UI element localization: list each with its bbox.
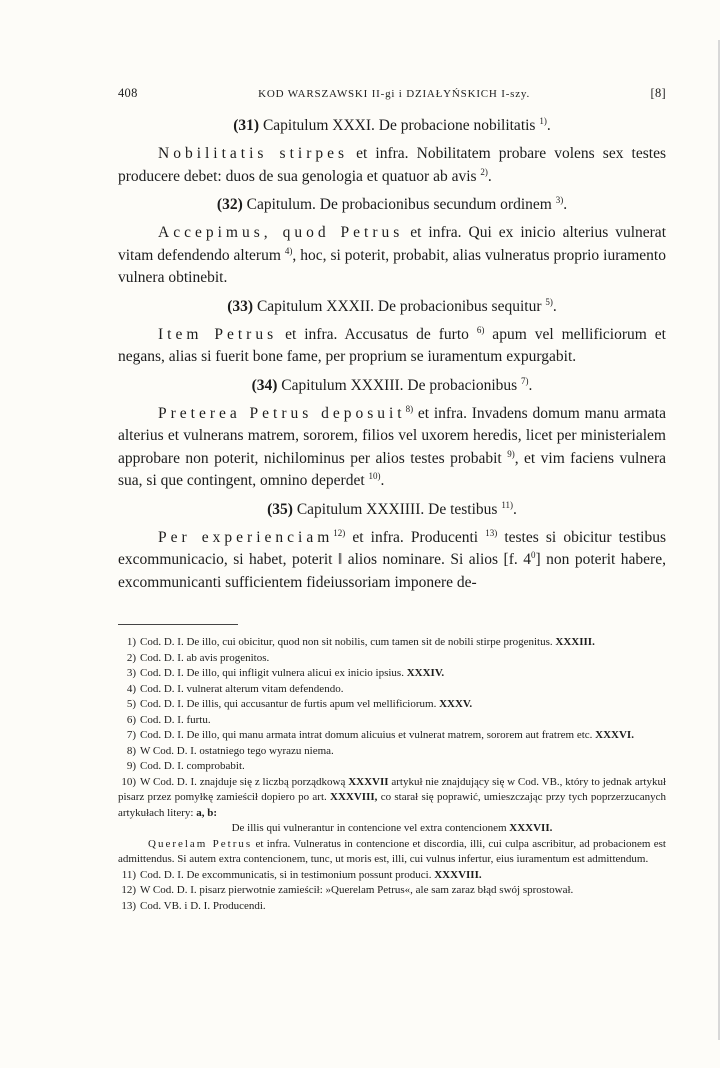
footnote: 12) W Cod. D. I. pisarz pierwotnie zamieścił: »Querelam Petrus«, ale sam zaraz błąd swój sprostował. — [121, 884, 574, 896]
footnote: 3) Cod. D. I. De illo, qui infligit vulnera alicui ex inicio ipsius. XXXIV. — [126, 667, 445, 679]
chapter-body-34: Preterea Petrus deposuit$^{8)}$ et infra. Invadens domum manu armata alterius et vulnerans matrem, sororem, filios vel uxorem heredis, licet per ministerialem approbare non poterit, nichilominus per alios testes probabit $^{9)}$, et vim faciens vulnera sua, si que contingent, omnino deperdet $^{10)}$. — [118, 403, 666, 489]
footnote-10: 10) W Cod. D. I. znajduje się z liczbą porządkową XXXVII artykuł nie znajdujący się w Cod. VB., który to jednak artykuł pisarz przez pomyłkę zamieścił dopiero po art. XXXVIII, co starał się poprawić, umieszczając przy tych poprzerzucanych artykułach litery: a, b: — [118, 775, 666, 819]
running-title: KOD WARSZAWSKI II-gi i DZIAŁYŃSKICH I-szy. — [258, 88, 531, 100]
document-page — [118, 86, 666, 914]
footnote: 5) Cod. D. I. De illis, qui accusantur de furtis apum vel mellificiorum. XXXV. — [126, 698, 473, 710]
chapter-body-31: Nobilitatis stirpes et infra. Nobilitatem probare volens sex testes producere debet: duos de sua genologia et quatuor ab avis $^{2)}$. — [118, 145, 666, 185]
chapter-body-33: Item Petrus et infra. Accusatus de furto $^{6)}$ apum vel mellificiorum et negans, alias si fuerit bone fame, per proprium se iuramentum expurgabit. — [118, 324, 666, 365]
footnote-10-quote: Querelam Petrus et infra. Vulneratus in contencione et discordia, illi, cui culpa ascribitur, ad probacionem est admittendus. Si autem extra contencionem, tunc, ut moris est, illi, cui vulnus infertur, eius iuramentum est admittendum. — [118, 837, 666, 865]
footnote: 4) Cod. D. I. vulnerat alterum vitam defendendo. — [126, 682, 344, 695]
chapter-heading-34: (34) Capitulum XXXIII. De probacionibus $^{7)}$. — [251, 375, 533, 394]
footnote: 13) Cod. VB. i D. I. Producendi. — [121, 899, 266, 912]
chapter-heading-32: (32) Capitulum. De probacionibus secundum ordinem $^{3)}$. — [216, 194, 568, 213]
chapter-body-35: Per experienciam$^{12)}$ et infra. Producenti $^{13)}$ testes si obicitur testibus excommunicacio, si habet, poterit ‖ alios nominare. Si alios [f. $4^0$] non poterit habere, excommunicanti sufficientem fideiussoriam imponere de- — [118, 527, 667, 591]
footnote: 9) Cod. D. I. comprobabit. — [126, 760, 245, 772]
footnote: 6) Cod. D. I. furtu. — [126, 713, 211, 726]
footnote: 2) Cod. D. I. ab avis progenitos. — [126, 651, 270, 664]
chapter-heading-35: (35) Capitulum XXXIIII. De testibus $^{11)}$. — [267, 499, 517, 518]
chapter-body-32: Accepimus, quod Petrus et infra. Qui ex inicio alterius vulnerat vitam defendendo alterum $^{4)}$, hoc, si poterit, probabit, alias vulneratus proprio iuramento vulnera obtinebit. — [118, 224, 666, 286]
section-mark: [8] — [650, 86, 666, 100]
page-number: 408 — [118, 86, 138, 100]
running-head — [118, 86, 666, 101]
footnote: 1) Cod. D. I. De illo, cui obicitur, quod non sit nobilis, cum tamen sit de nobili stirpe progenitus. XXXIII. — [126, 636, 595, 648]
footnote: 7) Cod. D. I. De illo, qui manu armata intrat domum alicuius et vulnerat matrem, sororem aut fratrem etc. XXXVI. — [126, 729, 634, 741]
footnotes — [118, 635, 666, 914]
chapter-heading-33: (33) Capitulum XXXII. De probacionibus sequitur $^{5)}$. — [227, 296, 557, 315]
footnote-divider — [118, 624, 238, 625]
footnote: 8) W Cod. D. I. ostatniego tego wyrazu niema. — [126, 744, 334, 757]
footnote: 11) Cod. D. I. De excommunicatis, si in testimonium possunt produci. XXXVIII. — [121, 868, 482, 881]
footnote-10-heading: De illis qui vulnerantur in contencione vel extra contencionem XXXVII. — [231, 822, 553, 834]
chapter-heading-31: (31) Capitulum XXXI. De probacione nobilitatis $^{1)}$. — [233, 115, 551, 134]
